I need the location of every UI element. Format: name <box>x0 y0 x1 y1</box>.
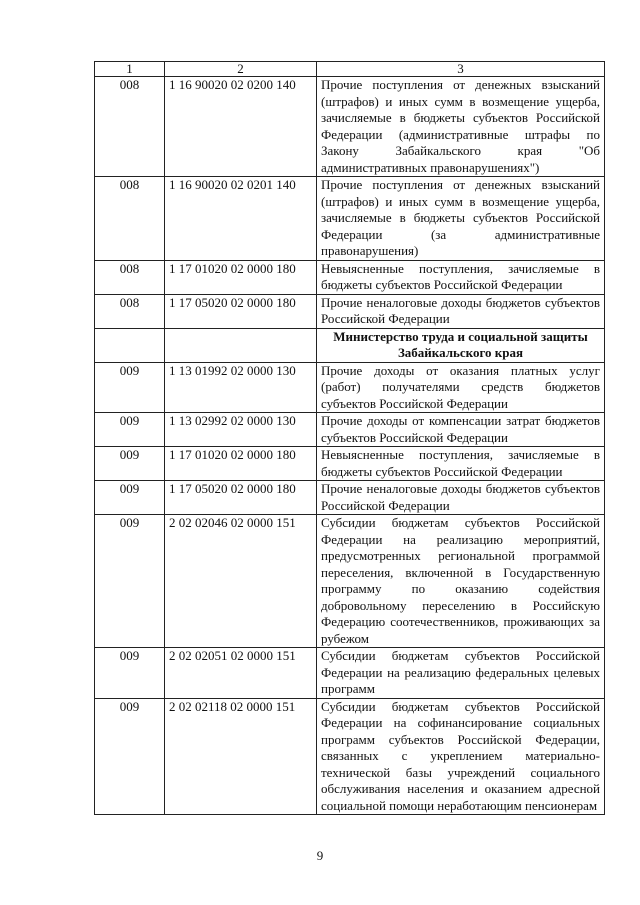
revenue-name-cell: Невыясненные поступления, зачисляемые в бюджеты субъектов Российской Федерации <box>317 447 605 481</box>
revenue-name-cell: Прочие доходы от оказания платных услуг (работ) получателями средств бюджетов субъектов Российской Федерации <box>317 362 605 413</box>
column-header-3: 3 <box>317 62 605 77</box>
budget-revenue-table <box>94 61 605 815</box>
table-header-row <box>95 62 605 77</box>
table-row <box>95 698 605 815</box>
table-row <box>95 648 605 699</box>
admin-code-cell: 008 <box>95 77 165 177</box>
admin-code-cell: 009 <box>95 515 165 648</box>
revenue-name-cell: Прочие доходы от компенсации затрат бюджетов субъектов Российской Федерации <box>317 413 605 447</box>
revenue-name-cell: Невыясненные поступления, зачисляемые в бюджеты субъектов Российской Федерации <box>317 260 605 294</box>
revenue-name-cell: Субсидии бюджетам субъектов Российской Федерации на реализацию федеральных целевых программ <box>317 648 605 699</box>
kbk-code-cell: 1 16 90020 02 0200 140 <box>165 77 317 177</box>
admin-code-cell: 009 <box>95 481 165 515</box>
admin-code-cell: 008 <box>95 294 165 328</box>
kbk-code-cell: 2 02 02118 02 0000 151 <box>165 698 317 815</box>
kbk-code-cell: 1 17 05020 02 0000 180 <box>165 294 317 328</box>
table-row <box>95 260 605 294</box>
section-heading-row <box>95 328 605 362</box>
admin-code-cell: 009 <box>95 447 165 481</box>
column-header-1: 1 <box>95 62 165 77</box>
table-row <box>95 362 605 413</box>
kbk-code-cell: 1 17 01020 02 0000 180 <box>165 447 317 481</box>
kbk-code-cell: 1 17 01020 02 0000 180 <box>165 260 317 294</box>
table-row <box>95 515 605 648</box>
revenue-name-cell: Прочие неналоговые доходы бюджетов субъектов Российской Федерации <box>317 294 605 328</box>
kbk-code-cell: 1 16 90020 02 0201 140 <box>165 177 317 261</box>
table-row <box>95 413 605 447</box>
kbk-code-cell: 1 17 05020 02 0000 180 <box>165 481 317 515</box>
revenue-name-cell: Субсидии бюджетам субъектов Российской Федерации на реализацию мероприятий, предусмотренных региональной программой переселения, включенной в Государственную программу по оказанию содействия добровольному переселению в Российскую Федерацию соотечественников, проживающих за рубежом <box>317 515 605 648</box>
admin-code-cell: 009 <box>95 698 165 815</box>
empty-kbk-cell <box>165 328 317 362</box>
page-number: 9 <box>316 848 324 863</box>
revenue-name-cell: Прочие поступления от денежных взысканий (штрафов) и иных сумм в возмещение ущерба, зачисляемые в бюджеты субъектов Российской Федерации (административные штрафы по Закону Забайкальского края "Об административных правонарушениях") <box>317 77 605 177</box>
table-row <box>95 294 605 328</box>
empty-admin-cell <box>95 328 165 362</box>
table-row <box>95 447 605 481</box>
admin-code-cell: 009 <box>95 413 165 447</box>
column-header-2: 2 <box>165 62 317 77</box>
table-row <box>95 77 605 177</box>
admin-code-cell: 008 <box>95 260 165 294</box>
revenue-name-cell: Прочие неналоговые доходы бюджетов субъектов Российской Федерации <box>317 481 605 515</box>
admin-code-cell: 009 <box>95 362 165 413</box>
admin-code-cell: 009 <box>95 648 165 699</box>
kbk-code-cell: 1 13 01992 02 0000 130 <box>165 362 317 413</box>
revenue-name-cell: Субсидии бюджетам субъектов Российской Федерации на софинансирование социальных программ субъектов Российской Федерации, связанных с укреплением материально-технической базы учреждений социального обслуживания населения и оказанием адресной социальной помощи неработающим пенсионерам <box>317 698 605 815</box>
section-heading: Министерство труда и социальной защиты Забайкальского края <box>317 328 605 362</box>
kbk-code-cell: 1 13 02992 02 0000 130 <box>165 413 317 447</box>
revenue-name-cell: Прочие поступления от денежных взысканий (штрафов) и иных сумм в возмещение ущерба, зачисляемые в бюджеты субъектов Российской Федерации (за административные правонарушения) <box>317 177 605 261</box>
admin-code-cell: 008 <box>95 177 165 261</box>
table-row <box>95 481 605 515</box>
kbk-code-cell: 2 02 02046 02 0000 151 <box>165 515 317 648</box>
table-row <box>95 177 605 261</box>
kbk-code-cell: 2 02 02051 02 0000 151 <box>165 648 317 699</box>
